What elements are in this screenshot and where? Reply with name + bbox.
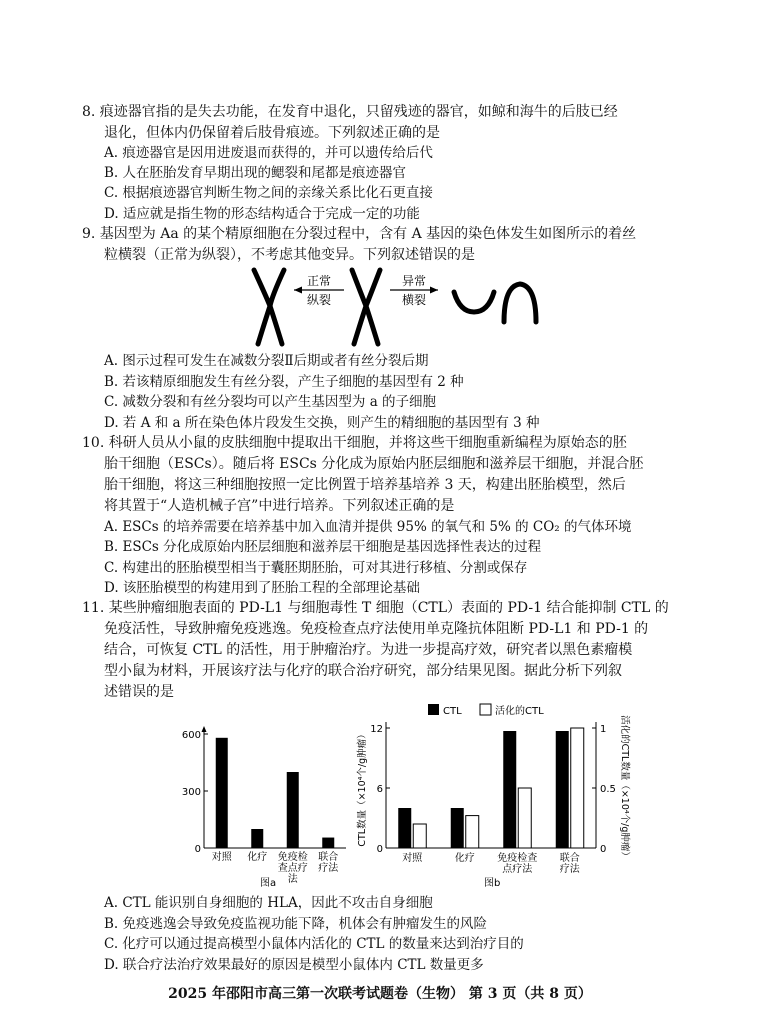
chart-b-legend-label-active: 活化的CTL (495, 706, 544, 717)
q11-stem-line-4: 型小鼠为材料，开展该疗法与化疗的联合治疗研究，部分结果见图。据此分析下列叙 (104, 663, 622, 679)
q8-option-a: A. 痕迹器官是因用进废退而获得的，并可以遗传给后代 (104, 145, 433, 161)
chart-b-ytick-label-left: 12 (370, 724, 383, 735)
q11-option-d: D. 联合疗法治疗效果最好的原因是模型小鼠体内 CTL 数量更多 (104, 957, 484, 973)
chart-b-category-label: 免疫检查 (497, 853, 538, 864)
chart-b-ytick-label-left: 0 (376, 844, 383, 855)
chart-b-legend-swatch-active (480, 704, 491, 715)
q11-stem-line-3: 结合，可恢复 CTL 的活性，用于肿瘤治疗。为进一步提高疗效，研究者以黑色素瘤模 (104, 642, 633, 658)
chart-b-title: 图b (484, 878, 501, 889)
q9-option-c: C. 减数分裂和有丝分裂均可以产生基因型为 a 的子细胞 (104, 394, 437, 410)
normal-label-2: 纵裂 (306, 293, 332, 307)
chart-a-title: 图a (260, 878, 277, 889)
q10-option-d: D. 该胚胎模型的构建用到了胚胎工程的全部理论基础 (104, 580, 420, 596)
q8-option-c: C. 根据痕迹器官判断生物之间的亲缘关系比化石更直接 (104, 185, 433, 201)
q9-option-b: B. 若该精原细胞发生有丝分裂，产生子细胞的基因型有 2 种 (104, 374, 464, 390)
q10-option-b: B. ESCs 分化成原始内胚层细胞和滋养层干细胞是基因选择性表达的过程 (104, 539, 542, 555)
q9-stem-line-1: 9. 基因型为 Aa 的某个精原细胞在分裂过程中，含有 A 基因的染色体发生如图所示的着丝 (82, 226, 637, 242)
chart-b-ytick-label-right: 0.5 (600, 784, 616, 795)
chromatid-left-1 (254, 270, 270, 344)
chart-b-ytick-label-left: 6 (376, 784, 383, 795)
normal-label-1: 正常 (306, 274, 332, 288)
chart-b-category-label: 对照 (402, 853, 423, 864)
q11-stem-line-2: 免疫活性，导致肿瘤免疫逃逸。免疫检查点疗法使用单克隆抗体阻断 PD-L1 和 PD-1 的 (104, 621, 649, 637)
chart-b-bar-active-ctl (571, 728, 584, 848)
chromatid-n-shape (504, 284, 536, 322)
chart-a-category-label: 化疗 (247, 852, 268, 863)
chart-b-bar-active-ctl (466, 816, 479, 848)
q11-stem-line-1: 11. 某些肿瘤细胞表面的 PD-L1 与细胞毒性 T 细胞（CTL）表面的 PD-1 结合能抑制 CTL 的 (82, 600, 669, 616)
chart-b-legend-swatch-ctl (428, 704, 439, 715)
q10-option-c: C. 构建出的胚胎模型相当于囊胚期胚胎，可对其进行移植、分割或保存 (104, 560, 528, 576)
q10-stem-line-3: 胎干细胞，将这三种细胞按照一定比例置于培养基培养 3 天，构建出胚胎模型，然后 (104, 477, 626, 493)
q11-stem-line-5: 述错误的是 (104, 684, 174, 700)
chart-b-category-label: 联合 (559, 853, 580, 864)
chart-a-y-arrow (202, 726, 207, 732)
chart-a-bar (322, 838, 334, 848)
chart-b-ytick-label-right: 1 (600, 724, 607, 735)
q10-option-a: A. ESCs 的培养需要在培养基中加入血清并提供 95% 的氧气和 5% 的 CO₂ 的气体环境 (104, 519, 632, 535)
chart-a-category-label: 疗法 (318, 863, 339, 874)
chart-b-bar-active-ctl (413, 824, 426, 848)
q9-option-d: D. 若 A 和 a 所在染色体片段发生交换，则产生的精细胞的基因型有 3 种 (104, 415, 540, 431)
q8-option-d: D. 适应就是指生物的形态结构适合于完成一定的功能 (104, 206, 420, 222)
chart-a-bar (287, 772, 299, 848)
chart-a-category-label: 联合 (318, 852, 339, 863)
chart-b-ylabel-right: 活化的CTL数量（×10⁴个/g肿瘤） (619, 715, 630, 861)
chart-a-bar (251, 829, 263, 848)
chart-b-ytick-label-right: 0 (600, 844, 607, 855)
q10-stem-line-4: 将其置于“人造机械子宫”中进行培养。下列叙述正确的是 (104, 498, 455, 514)
q8-stem-line-1: 8. 痕迹器官指的是失去功能，在发育中退化，只留残迹的器官，如鲸和海牛的后肢已经 (82, 104, 618, 120)
chart-a-ytick-label: 300 (181, 787, 201, 798)
q11-option-a: A. CTL 能识别自身细胞的 HLA，因此不攻击自身细胞 (104, 895, 433, 911)
chart-b-category-label: 化疗 (454, 853, 475, 864)
normal-arrow-head (294, 287, 302, 294)
q10-stem-line-1: 10. 科研人员从小鼠的皮肤细胞中提取出干细胞，并将这些干细胞重新编程为原始态的胚 (82, 435, 627, 451)
chart-a (170, 718, 350, 890)
chart-a-bar (216, 738, 228, 848)
chart-b-legend-label-ctl: CTL (443, 706, 462, 717)
chart-b-bar-active-ctl (518, 788, 531, 848)
q8-stem-line-2: 退化，但体内仍保留着后肢骨痕迹。下列叙述正确的是 (104, 125, 440, 141)
chart-a-category-label: 对照 (211, 852, 232, 863)
chart-a-category-label: 查点疗 (277, 863, 308, 874)
chart-b-bar-ctl (503, 731, 516, 848)
chart-a-category-label: 免疫检 (277, 852, 308, 863)
chart-b-bar-ctl (451, 808, 464, 848)
chromatid-u-shape (454, 292, 494, 312)
abnormal-arrow-head (430, 287, 438, 294)
chart-b-ylabel-left: CTL数量（×10⁴个/g肿瘤） (357, 729, 368, 847)
chart-b-category-label: 点疗法 (502, 864, 533, 875)
chart-b-category-label: 疗法 (559, 864, 580, 875)
q9-option-a: A. 图示过程可发生在减数分裂Ⅱ后期或者有丝分裂后期 (104, 353, 429, 369)
q8-option-b: B. 人在胚胎发育早期出现的鳃裂和尾都是痕迹器官 (104, 165, 407, 181)
page-footer: 2025 年邵阳市高三第一次联考试题卷（生物） 第 3 页（共 8 页） (168, 986, 592, 1002)
chart-a-category-label: 法 (287, 874, 298, 885)
q11-option-b: B. 免疫逃逸会导致免疫监视功能下降，机体会有肿瘤发生的风险 (104, 916, 488, 932)
abnormal-label-2: 横裂 (401, 293, 427, 307)
q9-stem-line-2: 粒横裂（正常为纵裂），不考虑其他变异。下列叙述错误的是 (104, 247, 475, 263)
chart-b-bar-ctl (398, 808, 411, 848)
chromatid-left-2 (270, 270, 284, 344)
q10-stem-line-2: 胎干细胞（ESCs）。随后将 ESCs 分化成为原始内胚层细胞和滋养层干细胞，并混合胚 (104, 456, 644, 472)
abnormal-label-1: 异常 (401, 274, 427, 288)
chromosome-division-figure (240, 266, 540, 348)
chart-b (352, 700, 642, 890)
chart-b-bar-ctl (556, 731, 569, 848)
chart-a-ytick-label: 0 (194, 844, 201, 855)
q11-option-c: C. 化疗可以通过提高模型小鼠体内活化的 CTL 的数量来达到治疗目的 (104, 936, 524, 952)
chart-a-ytick-label: 600 (181, 730, 201, 741)
